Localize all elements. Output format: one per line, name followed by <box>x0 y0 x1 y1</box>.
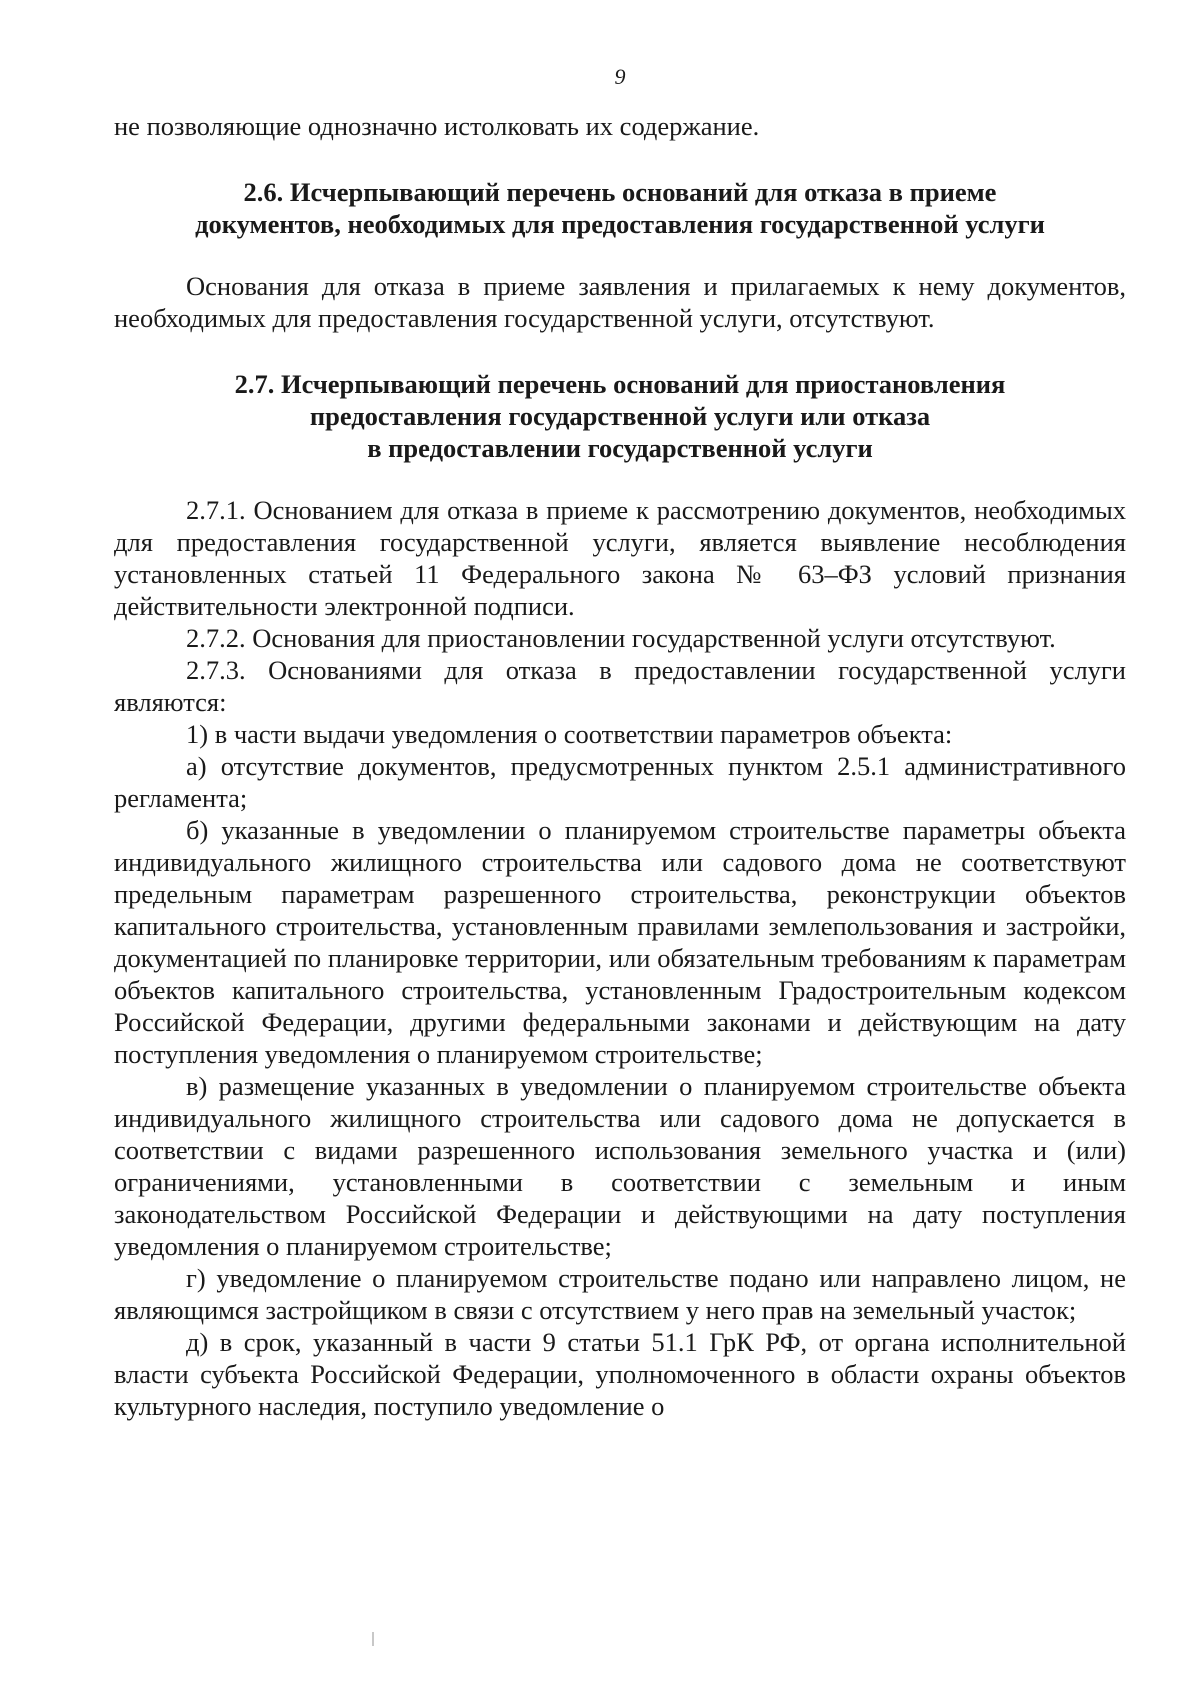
section-2-6-title-line: 2.6. Исчерпывающий перечень оснований для отказа в приеме <box>243 177 997 207</box>
document-body <box>114 110 1126 1422</box>
spacer <box>114 334 1126 368</box>
list-item-b: б) указанные в уведомлении о планируемом строительстве параметры объекта индивидуального жилищного строительства или садового дома не соответствуют предельным параметрам разрешенного строительства, реконструкции объектов капитального строительства, установленным правилами землепользования и застройки, документацией по планировке территории, или обязательным требованиям к параметрам объектов капитального строительства, установленным Градостроительным кодексом Российской Федерации, другими федеральными законами и действующим на дату поступления уведомления о планируемом строительстве; <box>114 815 1126 1069</box>
list-item-1: 1) в части выдачи уведомления о соответствии параметров объекта: <box>186 719 953 749</box>
section-2-7-title-line: в предоставлении государственной услуги <box>367 433 873 463</box>
list-item-v: в) размещение указанных в уведомлении о планируемом строительстве объекта индивидуального жилищного строительства или садового дома не допускается в соответствии с видами разрешенного использования земельного участка и (или) ограничениями, установленными в соответствии с земельным и иным законодательством Российской Федерации и действующими на дату поступления уведомления о планируемом строительстве; <box>114 1071 1126 1261</box>
paragraph-2-7-3: 2.7.3. Основаниями для отказа в предоставлении государственной услуги являются: <box>114 655 1126 717</box>
spacer <box>114 142 1126 176</box>
intro-line: не позволяющие однозначно истолковать их содержание. <box>114 111 760 141</box>
list-item-a: а) отсутствие документов, предусмотренных пунктом 2.5.1 административного регламента; <box>114 751 1126 813</box>
section-2-7-title <box>114 368 1126 464</box>
section-2-6-title <box>114 176 1126 240</box>
paragraph-2-7-1: 2.7.1. Основанием для отказа в приеме к рассмотрению документов, необходимых для предоставления государственной услуги, является выявление несоблюдения установленных статьей 11 Федерального закона № 63–ФЗ условий признания действительности электронной подписи. <box>114 495 1126 621</box>
scan-artifact <box>372 1632 374 1646</box>
page-number: 9 <box>614 64 626 89</box>
list-item-d: д) в срок, указанный в части 9 статьи 51.1 ГрК РФ, от органа исполнительной власти субъекта Российской Федерации, уполномоченного в области охраны объектов культурного наследия, поступило уведомление о <box>114 1327 1126 1421</box>
paragraph-2-7-2: 2.7.2. Основания для приостановлении государственной услуги отсутствуют. <box>186 623 1056 653</box>
section-2-7-title-line: предоставления государственной услуги или отказа <box>309 401 931 431</box>
list-item-g: г) уведомление о планируемом строительстве подано или направлено лицом, не являющимся застройщиком в связи с отсутствием у него прав на земельный участок; <box>114 1263 1126 1325</box>
spacer <box>114 464 1126 494</box>
spacer <box>114 240 1126 270</box>
section-2-6-title-line: документов, необходимых для предоставления государственной услуги <box>195 209 1045 239</box>
section-2-6-body: Основания для отказа в приеме заявления и прилагаемых к нему документов, необходимых для предоставления государственной услуги, отсутствуют. <box>114 271 1126 333</box>
section-2-7-title-line: 2.7. Исчерпывающий перечень оснований для приостановления <box>234 369 1006 399</box>
